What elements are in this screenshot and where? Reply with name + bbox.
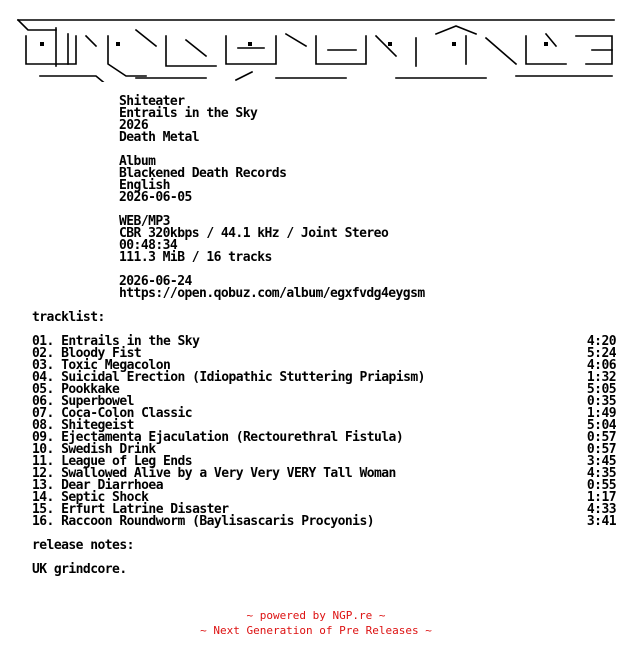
info-value: WEB/MP3 (119, 214, 170, 229)
info-value: Shiteater (119, 94, 185, 109)
ascii-banner-logo (16, 16, 616, 82)
track-title: 05. Pookkake (32, 382, 120, 397)
info-value: https://open.qobuz.com/album/egxfvdg4eygsm (119, 286, 425, 301)
info-value: Death Metal (119, 130, 200, 145)
track-title: 01. Entrails in the Sky (32, 334, 200, 349)
info-value: 00:48:34 (119, 238, 178, 253)
track-duration: 4:20 (586, 334, 616, 349)
track-duration: 4:35 (586, 466, 616, 481)
info-value: 2026-06-24 (119, 274, 192, 289)
track-title: 08. Shitegeist (32, 418, 134, 433)
info-value: 2026-06-05 (119, 190, 192, 205)
track-duration: 5:24 (586, 346, 616, 361)
info-value: CBR 320kbps / 44.1 kHz / Joint Stereo (119, 226, 389, 241)
track-duration: 5:04 (586, 418, 616, 433)
track-duration: 1:17 (586, 490, 616, 505)
track-duration: 3:41 (586, 514, 616, 529)
release-notes-heading: release notes: (32, 538, 134, 553)
track-duration: 0:57 (586, 442, 616, 457)
track-duration: 4:33 (586, 502, 616, 517)
track-duration: 0:35 (586, 394, 616, 409)
track-title: 16. Raccoon Roundworm (Baylisascaris Procyonis) (32, 514, 375, 529)
track-title: 13. Dear Diarrhoea (32, 478, 163, 493)
track-title: 14. Septic Shock (32, 490, 149, 505)
track-duration: 4:06 (586, 358, 616, 373)
track-title: 06. Superbowel (32, 394, 134, 409)
track-title: 03. Toxic Megacolon (32, 358, 171, 373)
info-value: Entrails in the Sky (119, 106, 258, 121)
track-duration: 0:55 (586, 478, 616, 493)
track-duration: 1:49 (586, 406, 616, 421)
track-duration: 0:57 (586, 430, 616, 445)
info-value: Album (119, 154, 156, 169)
track-duration: 3:45 (586, 454, 616, 469)
footer-powered-by: ~ powered by NGP.re ~ (246, 609, 386, 622)
track-title: 07. Coca-Colon Classic (32, 406, 193, 421)
track-title: 04. Suicidal Erection (Idiopathic Stuttering Priapism) (32, 370, 425, 385)
tracklist-heading: tracklist: (32, 310, 105, 325)
release-notes-text: UK grindcore. (32, 562, 127, 577)
track-duration: 5:05 (586, 382, 616, 397)
track-title: 09. Ejectamenta Ejaculation (Rectourethral Fistula) (32, 430, 404, 445)
track-duration: 1:32 (586, 370, 616, 385)
info-value: 111.3 MiB / 16 tracks (119, 250, 272, 265)
track-title: 15. Erfurt Latrine Disaster (32, 502, 229, 517)
info-value: 2026 (119, 118, 149, 133)
track-title: 11. League of Leg Ends (32, 454, 193, 469)
track-title: 12. Swallowed Alive by a Very Very VERY Tall Woman (32, 466, 396, 481)
footer-tagline: ~ Next Generation of Pre Releases ~ (200, 624, 432, 637)
track-title: 02. Bloody Fist (32, 346, 142, 361)
info-value: Blackened Death Records (119, 166, 287, 181)
track-row (32, 372, 616, 384)
track-title: 10. Swedish Drink (32, 442, 156, 457)
info-value: English (119, 178, 170, 193)
track-row (32, 516, 616, 528)
